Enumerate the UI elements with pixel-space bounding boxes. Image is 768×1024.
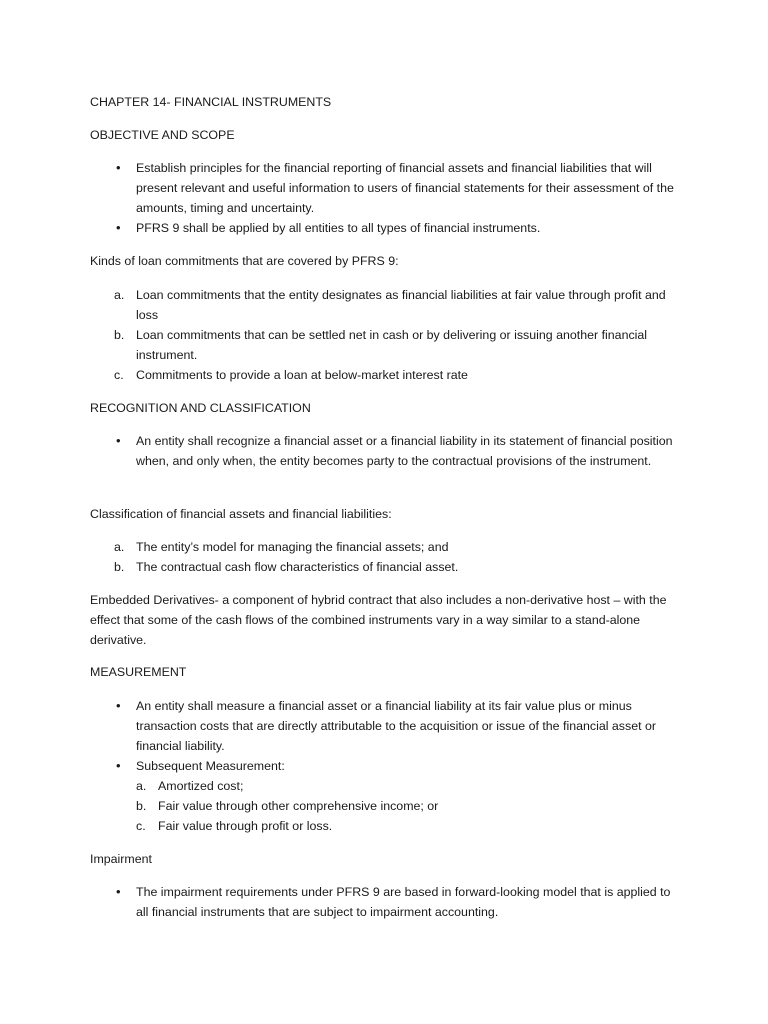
list-item (114, 537, 674, 557)
list-item (114, 365, 674, 385)
bullet-marker: • (116, 698, 121, 713)
bullet-text: An entity shall measure a financial asset or a financial liability at its fair value plus or minus transaction costs that are directly attributable to the acquisition or issue of the financial asset or financial liability. (136, 699, 656, 753)
bullet-marker: • (116, 884, 121, 899)
list-item (114, 557, 674, 577)
list-item (136, 776, 656, 796)
bullet-marker: • (116, 160, 121, 175)
list-text: Fair value through profit or loss. (158, 819, 333, 833)
section-heading-recognition: RECOGNITION AND CLASSIFICATION (90, 401, 311, 415)
section-heading-impairment: Impairment (90, 852, 152, 866)
list-text: The contractual cash flow characteristics of financial asset. (136, 560, 459, 574)
list-marker: a. (114, 288, 125, 302)
list-marker: a. (114, 540, 125, 554)
loan-commitments-intro: Kinds of loan commitments that are covered by PFRS 9: (90, 254, 399, 268)
bullet-text: Establish principles for the financial reporting of financial assets and financial liabilities that will present relevant and useful information to users of financial statements for their assessment of the amounts, timing and uncertainty. (136, 161, 674, 215)
list-marker: a. (136, 779, 147, 793)
list-marker: b. (114, 560, 125, 574)
list-item (136, 816, 656, 836)
list-item (136, 796, 656, 816)
list-text: Fair value through other comprehensive income; or (158, 799, 439, 813)
bullet-item (114, 696, 674, 756)
list-text: Commitments to provide a loan at below-market interest rate (136, 368, 468, 382)
chapter-title: CHAPTER 14- FINANCIAL INSTRUMENTS (90, 95, 332, 109)
bullet-text: PFRS 9 shall be applied by all entities to all types of financial instruments. (136, 221, 541, 235)
list-item (114, 325, 674, 365)
list-marker: c. (114, 368, 124, 382)
bullet-item (114, 882, 674, 922)
list-item (114, 285, 674, 325)
list-text: The entity’s model for managing the financial assets; and (136, 540, 449, 554)
list-marker: c. (136, 819, 146, 833)
bullet-item (114, 756, 674, 776)
bullet-item (114, 431, 674, 471)
bullet-text: The impairment requirements under PFRS 9 are based in forward-looking model that is applied to all financial instruments that are subject to impairment accounting. (136, 885, 671, 919)
list-text: Loan commitments that the entity designates as financial liabilities at fair value through profit and loss (136, 288, 666, 322)
bullet-marker: • (116, 758, 121, 773)
bullet-item (114, 158, 674, 218)
bullet-text: An entity shall recognize a financial asset or a financial liability in its statement of financial position when, and only when, the entity becomes party to the contractual provisions of the instrument. (136, 434, 673, 468)
classification-intro: Classification of financial assets and financial liabilities: (90, 507, 392, 521)
list-marker: b. (136, 799, 147, 813)
list-text: Loan commitments that can be settled net in cash or by delivering or issuing another financial instrument. (136, 328, 648, 362)
embedded-derivatives-paragraph: Embedded Derivatives- a component of hybrid contract that also includes a non-derivative host – with the effect that some of the cash flows of the combined instruments vary in a way similar to a stand-alone derivative. (90, 593, 667, 647)
section-heading-objective: OBJECTIVE AND SCOPE (90, 128, 235, 142)
bullet-item (114, 218, 674, 238)
list-text: Amortized cost; (158, 779, 244, 793)
bullet-marker: • (116, 220, 121, 235)
bullet-marker: • (116, 433, 121, 448)
list-marker: b. (114, 328, 125, 342)
section-heading-measurement: MEASUREMENT (90, 665, 187, 679)
bullet-text: Subsequent Measurement: (136, 759, 285, 773)
